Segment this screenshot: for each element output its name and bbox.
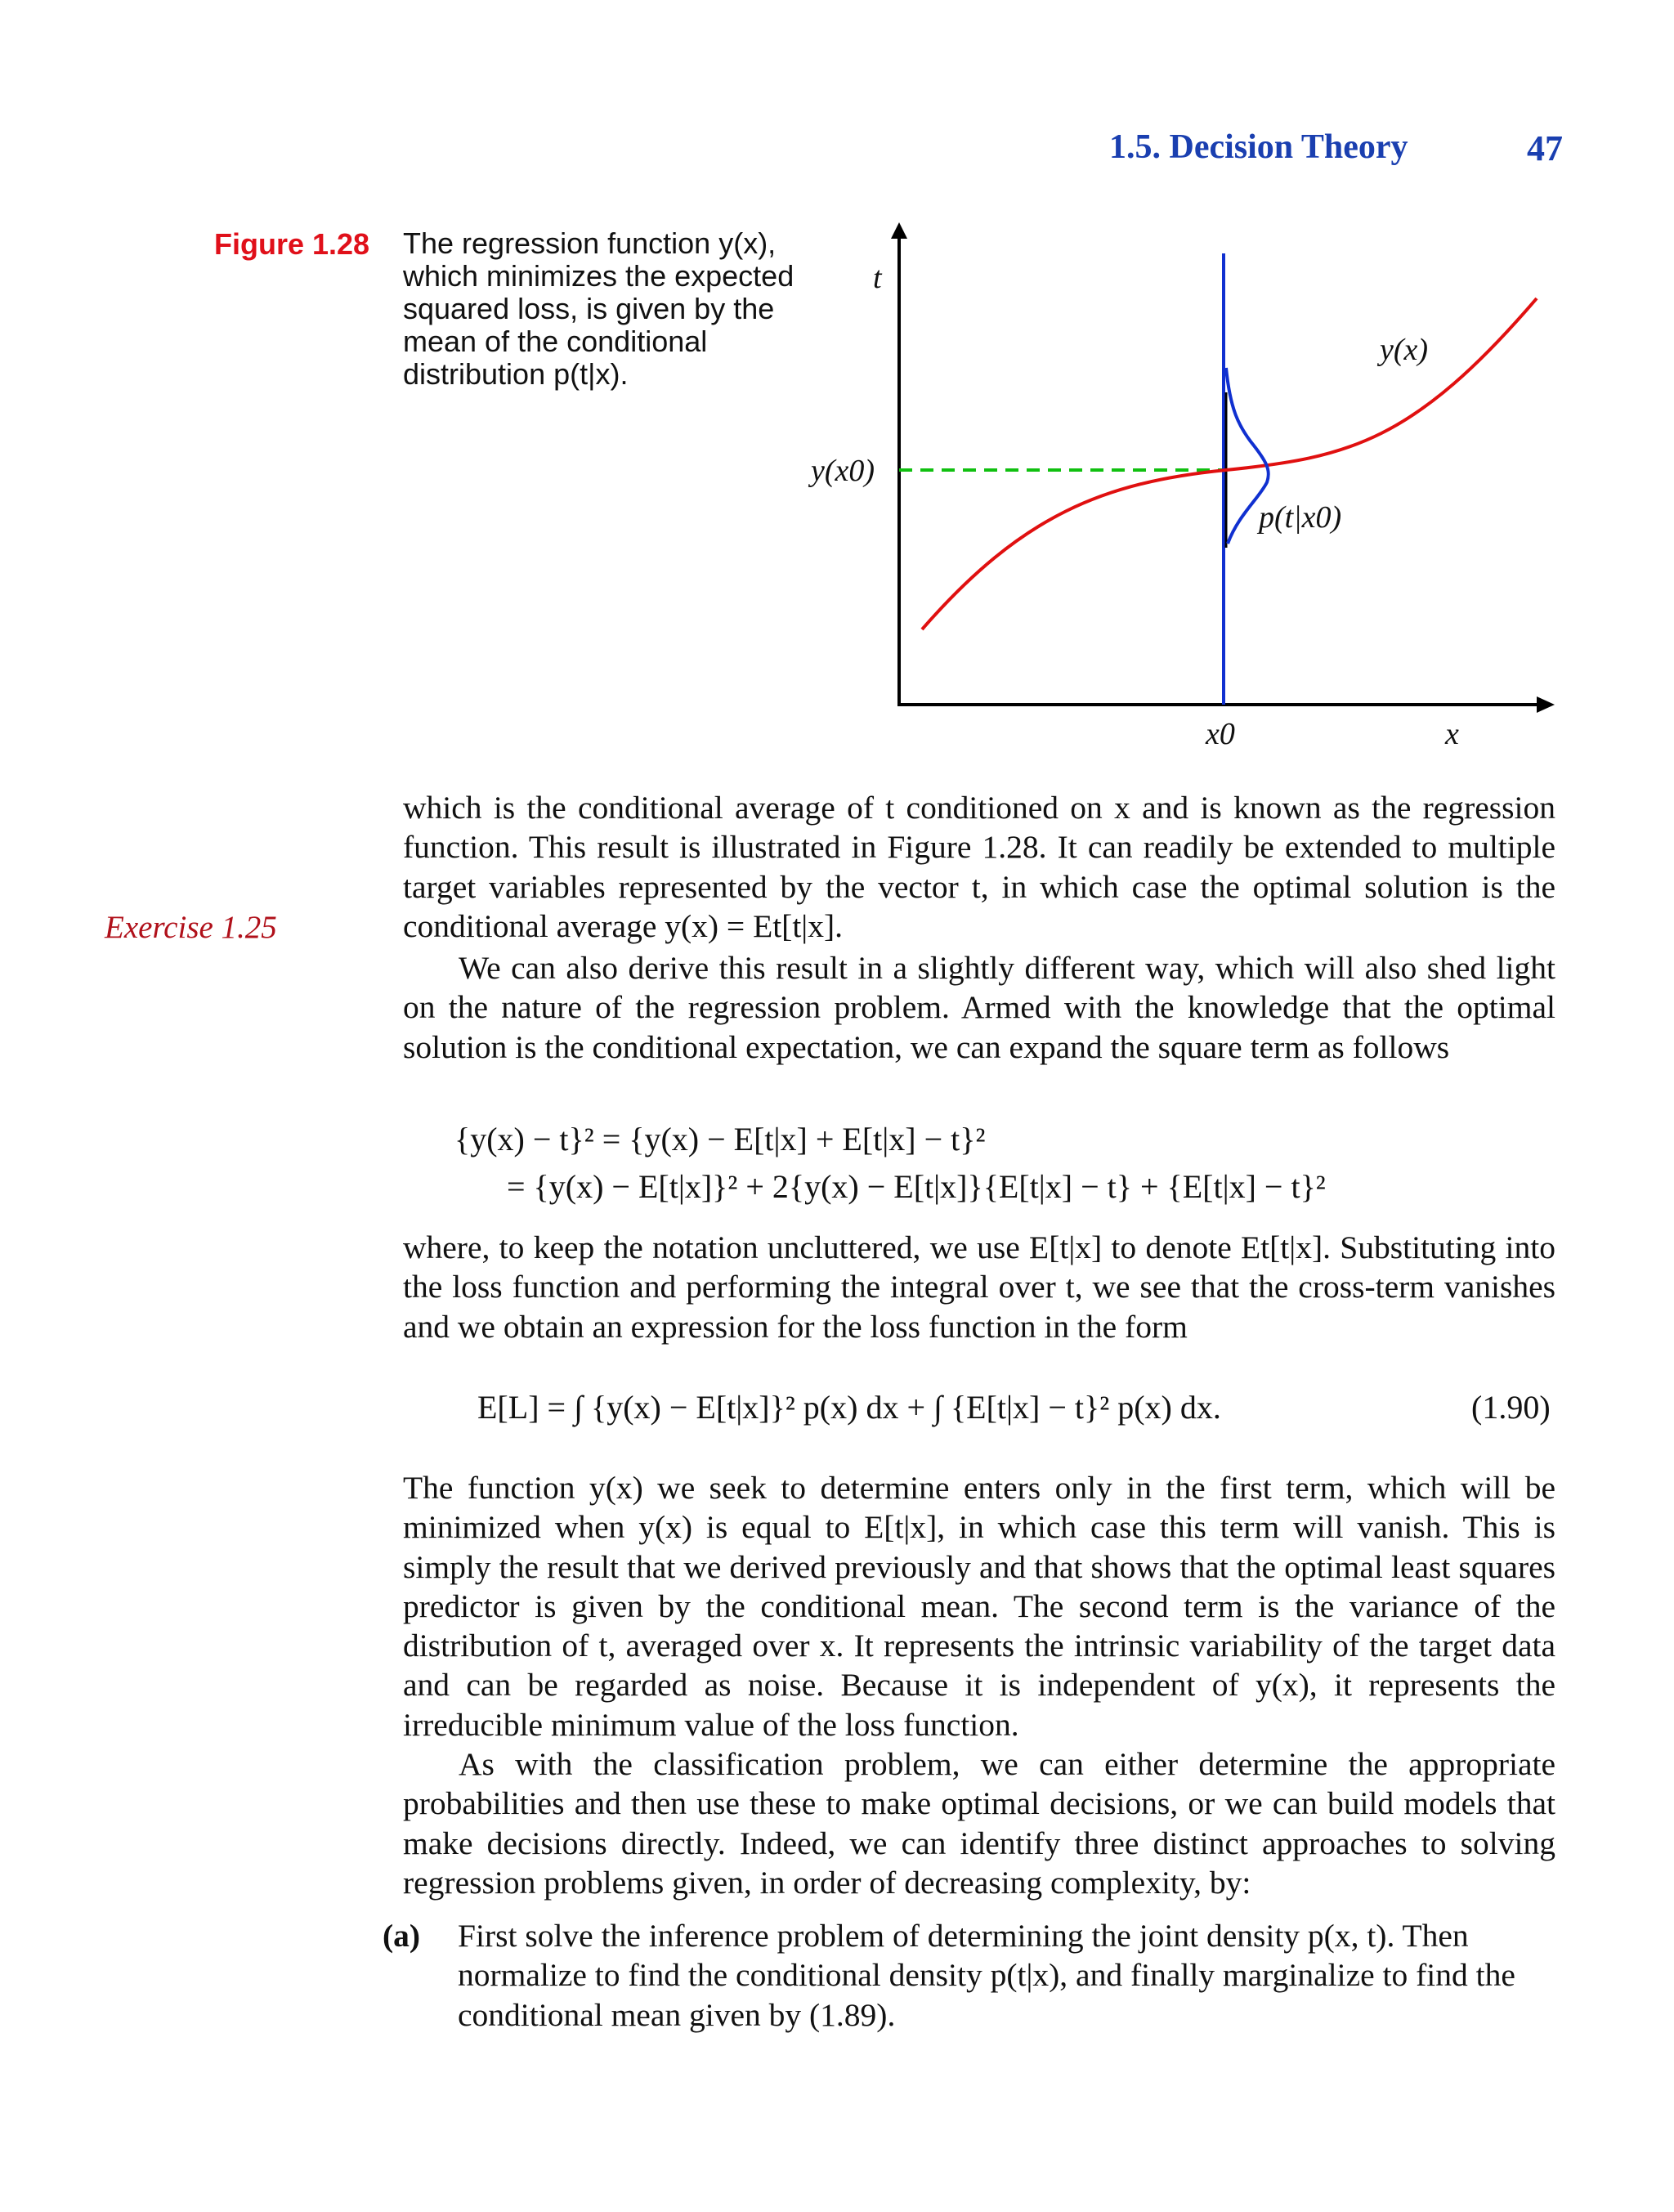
x0-label: x0 bbox=[1206, 717, 1235, 751]
paragraph-4-text: The function y(x) we seek to determine enters only in the first term, which will be minimized when y(x) is equal to E[t|x], in which case this term will vanish. This is simply the result that we derived previously and that shows that the optimal least squares predictor is given by the conditional mean. The second term is the variance of the distribution of t, averaged over x. It represents the intrinsic variability of the target data and can be regarded as noise. Because it is independent of y(x), it represents the irreducible minimum value of the loss function. bbox=[403, 1470, 1555, 1743]
exercise-margin-note: Exercise 1.25 bbox=[105, 910, 277, 945]
figure-label: Figure 1.28 bbox=[214, 227, 370, 261]
paragraph-4 bbox=[403, 1468, 1555, 1744]
regression-curve bbox=[922, 298, 1537, 629]
paragraph-5-text: As with the classification problem, we can either determine the appropriate probabilities and then use these to make optimal decisions, or we can build models that make decisions directly. Indeed, we can identify three distinct approaches to solving regression problems given, in order of decreasing complexity, by: bbox=[403, 1746, 1555, 1901]
equation-2-number: (1.90) bbox=[1471, 1389, 1551, 1426]
paragraph-3-text: where, to keep the notation uncluttered, we use E[t|x] to denote Et[t|x]. Substituting into the loss function and performing the integral over t, we see that the cross-term vanishes and we obtain an expression for the loss function in the form bbox=[403, 1229, 1555, 1345]
y-x-label: y(x) bbox=[1380, 333, 1429, 367]
section-title: 1.5. Decision Theory bbox=[1109, 128, 1408, 166]
page-header bbox=[0, 128, 1674, 177]
equation-1-line-2: = {y(x) − E[t|x]}² + 2{y(x) − E[t|x]}{E[t|x] − t} + {E[t|x] − t}² bbox=[507, 1168, 1326, 1205]
paragraph-3 bbox=[403, 1228, 1555, 1346]
page-number: 47 bbox=[1527, 128, 1563, 168]
paragraph-1-text: which is the conditional average of t conditioned on x and is known as the regression function. This result is illustrated in Figure 1.28. It can readily be extended to multiple target variables represented by the vector t, in which case the optimal solution is the conditional average y(x) = Et[t|x]. bbox=[403, 790, 1555, 944]
x-axis-arrow bbox=[1537, 696, 1555, 713]
regression-figure bbox=[777, 221, 1578, 760]
figure-caption: The regression function y(x), which minimizes the expected squared loss, is given by the mean of the conditional distribution p(t|x). bbox=[403, 226, 794, 391]
t-axis-label: t bbox=[873, 261, 882, 295]
paragraph-5 bbox=[403, 1744, 1555, 1902]
paragraph-1 bbox=[403, 788, 1555, 946]
list-item-a-marker: (a) bbox=[383, 1918, 421, 1954]
x-axis-label: x bbox=[1445, 717, 1459, 751]
t-axis-arrow bbox=[891, 222, 907, 239]
equation-2: E[L] = ∫ {y(x) − E[t|x]}² p(x) dx + ∫ {E[t|x] − t}² p(x) dx. bbox=[477, 1389, 1221, 1426]
y-x0-label: y(x0) bbox=[811, 454, 875, 488]
paragraph-2-text: We can also derive this result in a slightly different way, which will also shed light on the nature of the regression problem. Armed with the knowledge that the optimal solution is the conditional expectation, we can expand the square term as follows bbox=[403, 950, 1555, 1065]
paragraph-2 bbox=[403, 948, 1555, 1067]
list-item-a-text: First solve the inference problem of determining the joint density p(x, t). Then normalize to find the conditional density p(t|x), and finally marginalize to find the conditional mean given by (1.89). bbox=[458, 1918, 1515, 2033]
p-t-x0-label: p(t|x0) bbox=[1259, 500, 1342, 535]
equation-1-line-1: {y(x) − t}² = {y(x) − E[t|x] + E[t|x] − t}² bbox=[454, 1121, 986, 1157]
